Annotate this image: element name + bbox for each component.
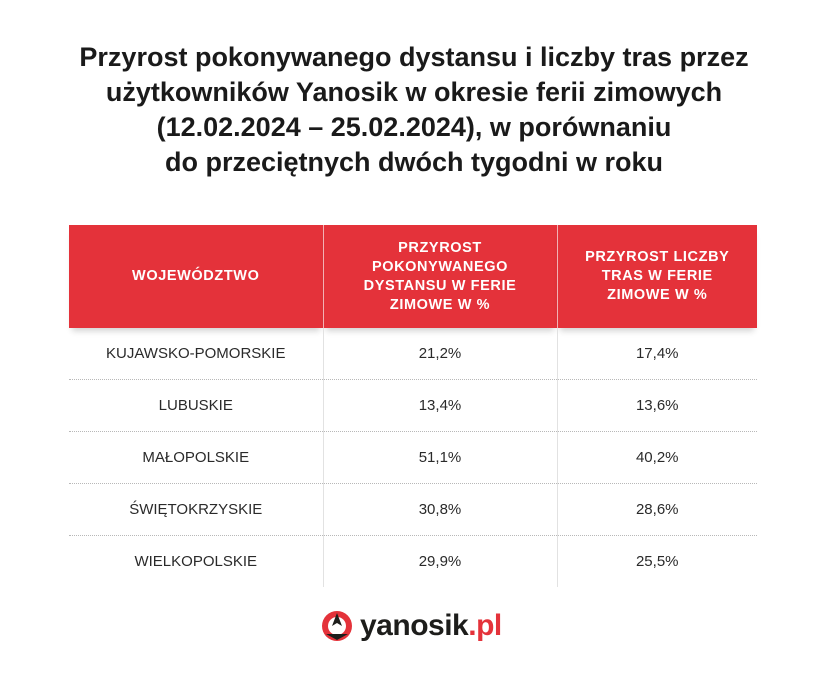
logo-tld: pl: [476, 609, 502, 642]
cell-voivodeship: WIELKOPOLSKIE: [134, 553, 258, 570]
logo-name: yanosik: [360, 609, 469, 642]
cell-distance-growth: 30,8%: [323, 484, 557, 536]
cell-voivodeship: LUBUSKIE: [69, 380, 323, 432]
title-line-2: użytkowników Yanosik w okresie ferii zimowych: [105, 77, 723, 107]
cell-distance-growth: 51,1%: [323, 432, 557, 484]
title-line-3: (12.02.2024 – 25.02.2024), w porównaniu: [156, 112, 672, 142]
cell-routes-growth: 28,6%: [557, 484, 757, 536]
cell-distance-growth: 13,4%: [323, 380, 557, 432]
cell-distance-growth: 21,2%: [323, 328, 557, 380]
yanosik-logo-icon: [320, 609, 354, 643]
page-title: [0, 40, 828, 180]
table-row: [69, 328, 757, 380]
table-header-row: [69, 225, 757, 328]
column-header-routes-growth: PRZYROST LICZBY TRAS W FERIE ZIMOWE W %: [557, 225, 757, 328]
cell-voivodeship: ŚWIĘTOKRZYSKIE: [69, 484, 323, 536]
cell-routes-growth: 40,2%: [557, 432, 757, 484]
column-header-voivodeship: WOJEWÓDZTWO: [69, 225, 323, 328]
cell-routes-growth: 25,5%: [557, 536, 757, 588]
title-line-1: Przyrost pokonywanego dystansu i liczby tras przez: [79, 42, 749, 72]
cell-voivodeship: MAŁOPOLSKIE: [69, 432, 323, 484]
data-table: [69, 225, 757, 587]
cell-routes-growth: 13,6%: [557, 380, 757, 432]
table-row: [69, 484, 757, 536]
table-row: [69, 432, 757, 484]
cell-distance-growth: 29,9%: [323, 536, 557, 588]
yanosik-logo: [320, 608, 502, 644]
cell-voivodeship: KUJAWSKO-POMORSKIE: [69, 328, 323, 380]
title-line-4: do przeciętnych dwóch tygodni w roku: [164, 147, 664, 177]
column-header-distance-growth: PRZYROST POKONYWANEGO DYSTANSU W FERIE ZIMOWE W %: [323, 225, 557, 328]
table-row: [69, 536, 757, 588]
logo-wordmark: [360, 609, 502, 643]
logo-dot: .: [468, 609, 477, 642]
table-row: [69, 380, 757, 432]
cell-routes-growth: 17,4%: [557, 328, 757, 380]
